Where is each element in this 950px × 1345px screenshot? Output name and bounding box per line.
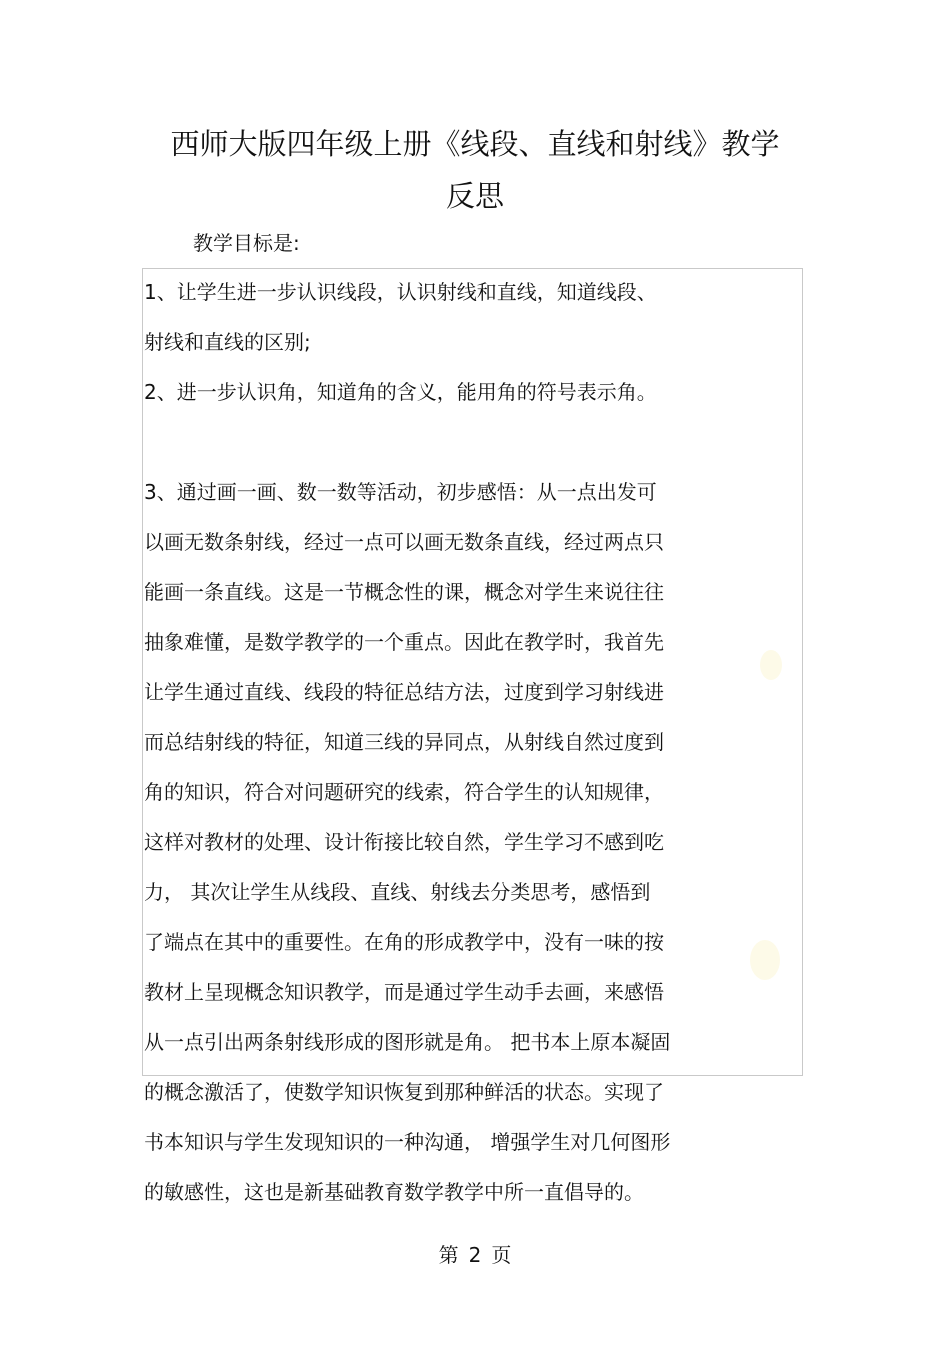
body-line: 了端点在其中的重要性。在角的形成教学中，没有一味的按: [144, 930, 664, 954]
body-line: 让学生通过直线、线段的特征总结方法，过度到学习射线进: [144, 680, 664, 704]
body-line: 的概念激活了，使数学知识恢复到那种鲜活的状态。实现了: [144, 1080, 664, 1104]
page-footer: [0, 1240, 950, 1270]
page-label-prefix: 第: [438, 1243, 459, 1267]
body-line: 教材上呈现概念知识教学，而是通过学生动手去画，来感悟: [144, 980, 664, 1004]
body-line: 抽象难懂，是数学教学的一个重点。因此在教学时，我首先: [144, 630, 664, 654]
body-line: 而总结射线的特征，知道三线的异同点，从射线自然过度到: [144, 730, 664, 754]
body-line: 2、进一步认识角，知道角的含义，能用角的符号表示角。: [144, 380, 657, 404]
body-line: 从一点引出两条射线形成的图形就是角。 把书本上原本凝固: [144, 1030, 671, 1054]
body-line: 1、让学生进一步认识线段，认识射线和直线，知道线段、: [144, 280, 657, 304]
body-line: 力， 其次让学生从线段、直线、射线去分类思考，感悟到: [144, 880, 651, 904]
body-line: 这样对教材的处理、设计衔接比较自然，学生学习不感到吃: [144, 830, 664, 854]
document-title-line-2: 反思: [445, 179, 504, 213]
body-line: 以画无数条射线，经过一点可以画无数条直线，经过两点只: [144, 530, 664, 554]
body-line: 的敏感性，这也是新基础教育数学教学中所一直倡导的。: [144, 1180, 644, 1204]
page-label-suffix: 页: [491, 1243, 512, 1267]
body-line: 3、通过画一画、数一数等活动，初步感悟：从一点出发可: [144, 480, 657, 504]
body-line: 射线和直线的区别;: [144, 330, 311, 354]
body-line: 书本知识与学生发现知识的一种沟通， 增强学生对几何图形: [144, 1130, 671, 1154]
objectives-heading: 教学目标是:: [193, 231, 300, 255]
body-line: 能画一条直线。这是一节概念性的课，概念对学生来说往往: [144, 580, 664, 604]
page-number: 2: [468, 1243, 482, 1267]
document-title-line-1: 西师大版四年级上册《线段、直线和射线》教学: [170, 127, 780, 161]
body-line: 角的知识，符合对问题研究的线索，符合学生的认知规律，: [144, 780, 664, 804]
